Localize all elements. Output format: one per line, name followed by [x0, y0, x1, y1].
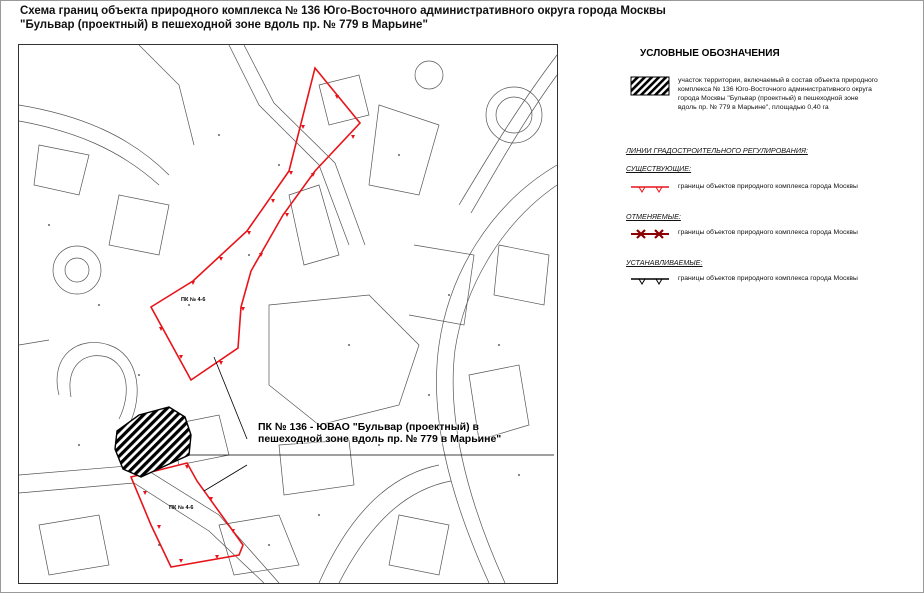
small-pk-label-2: ПК № 4-6 [169, 505, 194, 511]
existing-boundary-upper[interactable] [151, 68, 360, 380]
object-label-line2: пешеходной зоне вдоль пр. № 779 в Марьине" [258, 433, 502, 445]
map-title-line2: "Бульвар (проектный) в пешеходной зоне вдоль пр. № 779 в Марьине" [20, 19, 428, 31]
legend-lines-heading: ЛИНИИ ГРАДОСТРОИТЕЛЬНОГО РЕГУЛИРОВАНИЯ: [626, 146, 808, 155]
legend-existing-heading: СУЩЕСТВУЮЩИЕ: [626, 164, 692, 173]
hatched-object-area[interactable] [115, 407, 191, 477]
object-label-line1: ПК № 136 - ЮВАО "Бульвар (проектный) в [258, 421, 479, 433]
small-pk-label-1: ПК № 4-6 [181, 297, 206, 303]
map-canvas[interactable] [18, 44, 558, 584]
legend-established-text: границы объектов природного комплекса города Москвы [678, 275, 858, 282]
map-title [20, 4, 666, 32]
map-title-line1: Схема границ объекта природного комплекса № 136 Юго-Восточного административного округа города Москвы [20, 5, 666, 17]
legend-established-swatch [630, 272, 670, 292]
legend-existing-swatch [630, 180, 670, 200]
legend-cancelled-text: границы объектов природного комплекса города Москвы [678, 229, 858, 236]
legend-cancelled-swatch [630, 226, 670, 246]
legend-heading: УСЛОВНЫЕ ОБОЗНАЧЕНИЯ [640, 48, 780, 59]
legend-hatch-swatch [630, 76, 670, 96]
legend-cancelled-heading: ОТМЕНЯЕМЫЕ: [626, 212, 681, 221]
legend-hatch-text: участок территории, включаемый в состав объекта природного комплекса № 136 Юго-Восточного административного округа города Москвы "Бульвар (проектный) в пешеходной зоне вдоль пр. № 779 в Марьине", площадью 0,40 га [678, 77, 878, 111]
legend-existing-text: границы объектов природного комплекса города Москвы [678, 183, 858, 190]
existing-boundary-lower[interactable] [131, 463, 243, 567]
object-label [258, 421, 548, 445]
map-svg [19, 45, 557, 583]
legend-established-heading: УСТАНАВЛИВАЕМЫЕ: [626, 258, 703, 267]
basemap [19, 45, 557, 583]
